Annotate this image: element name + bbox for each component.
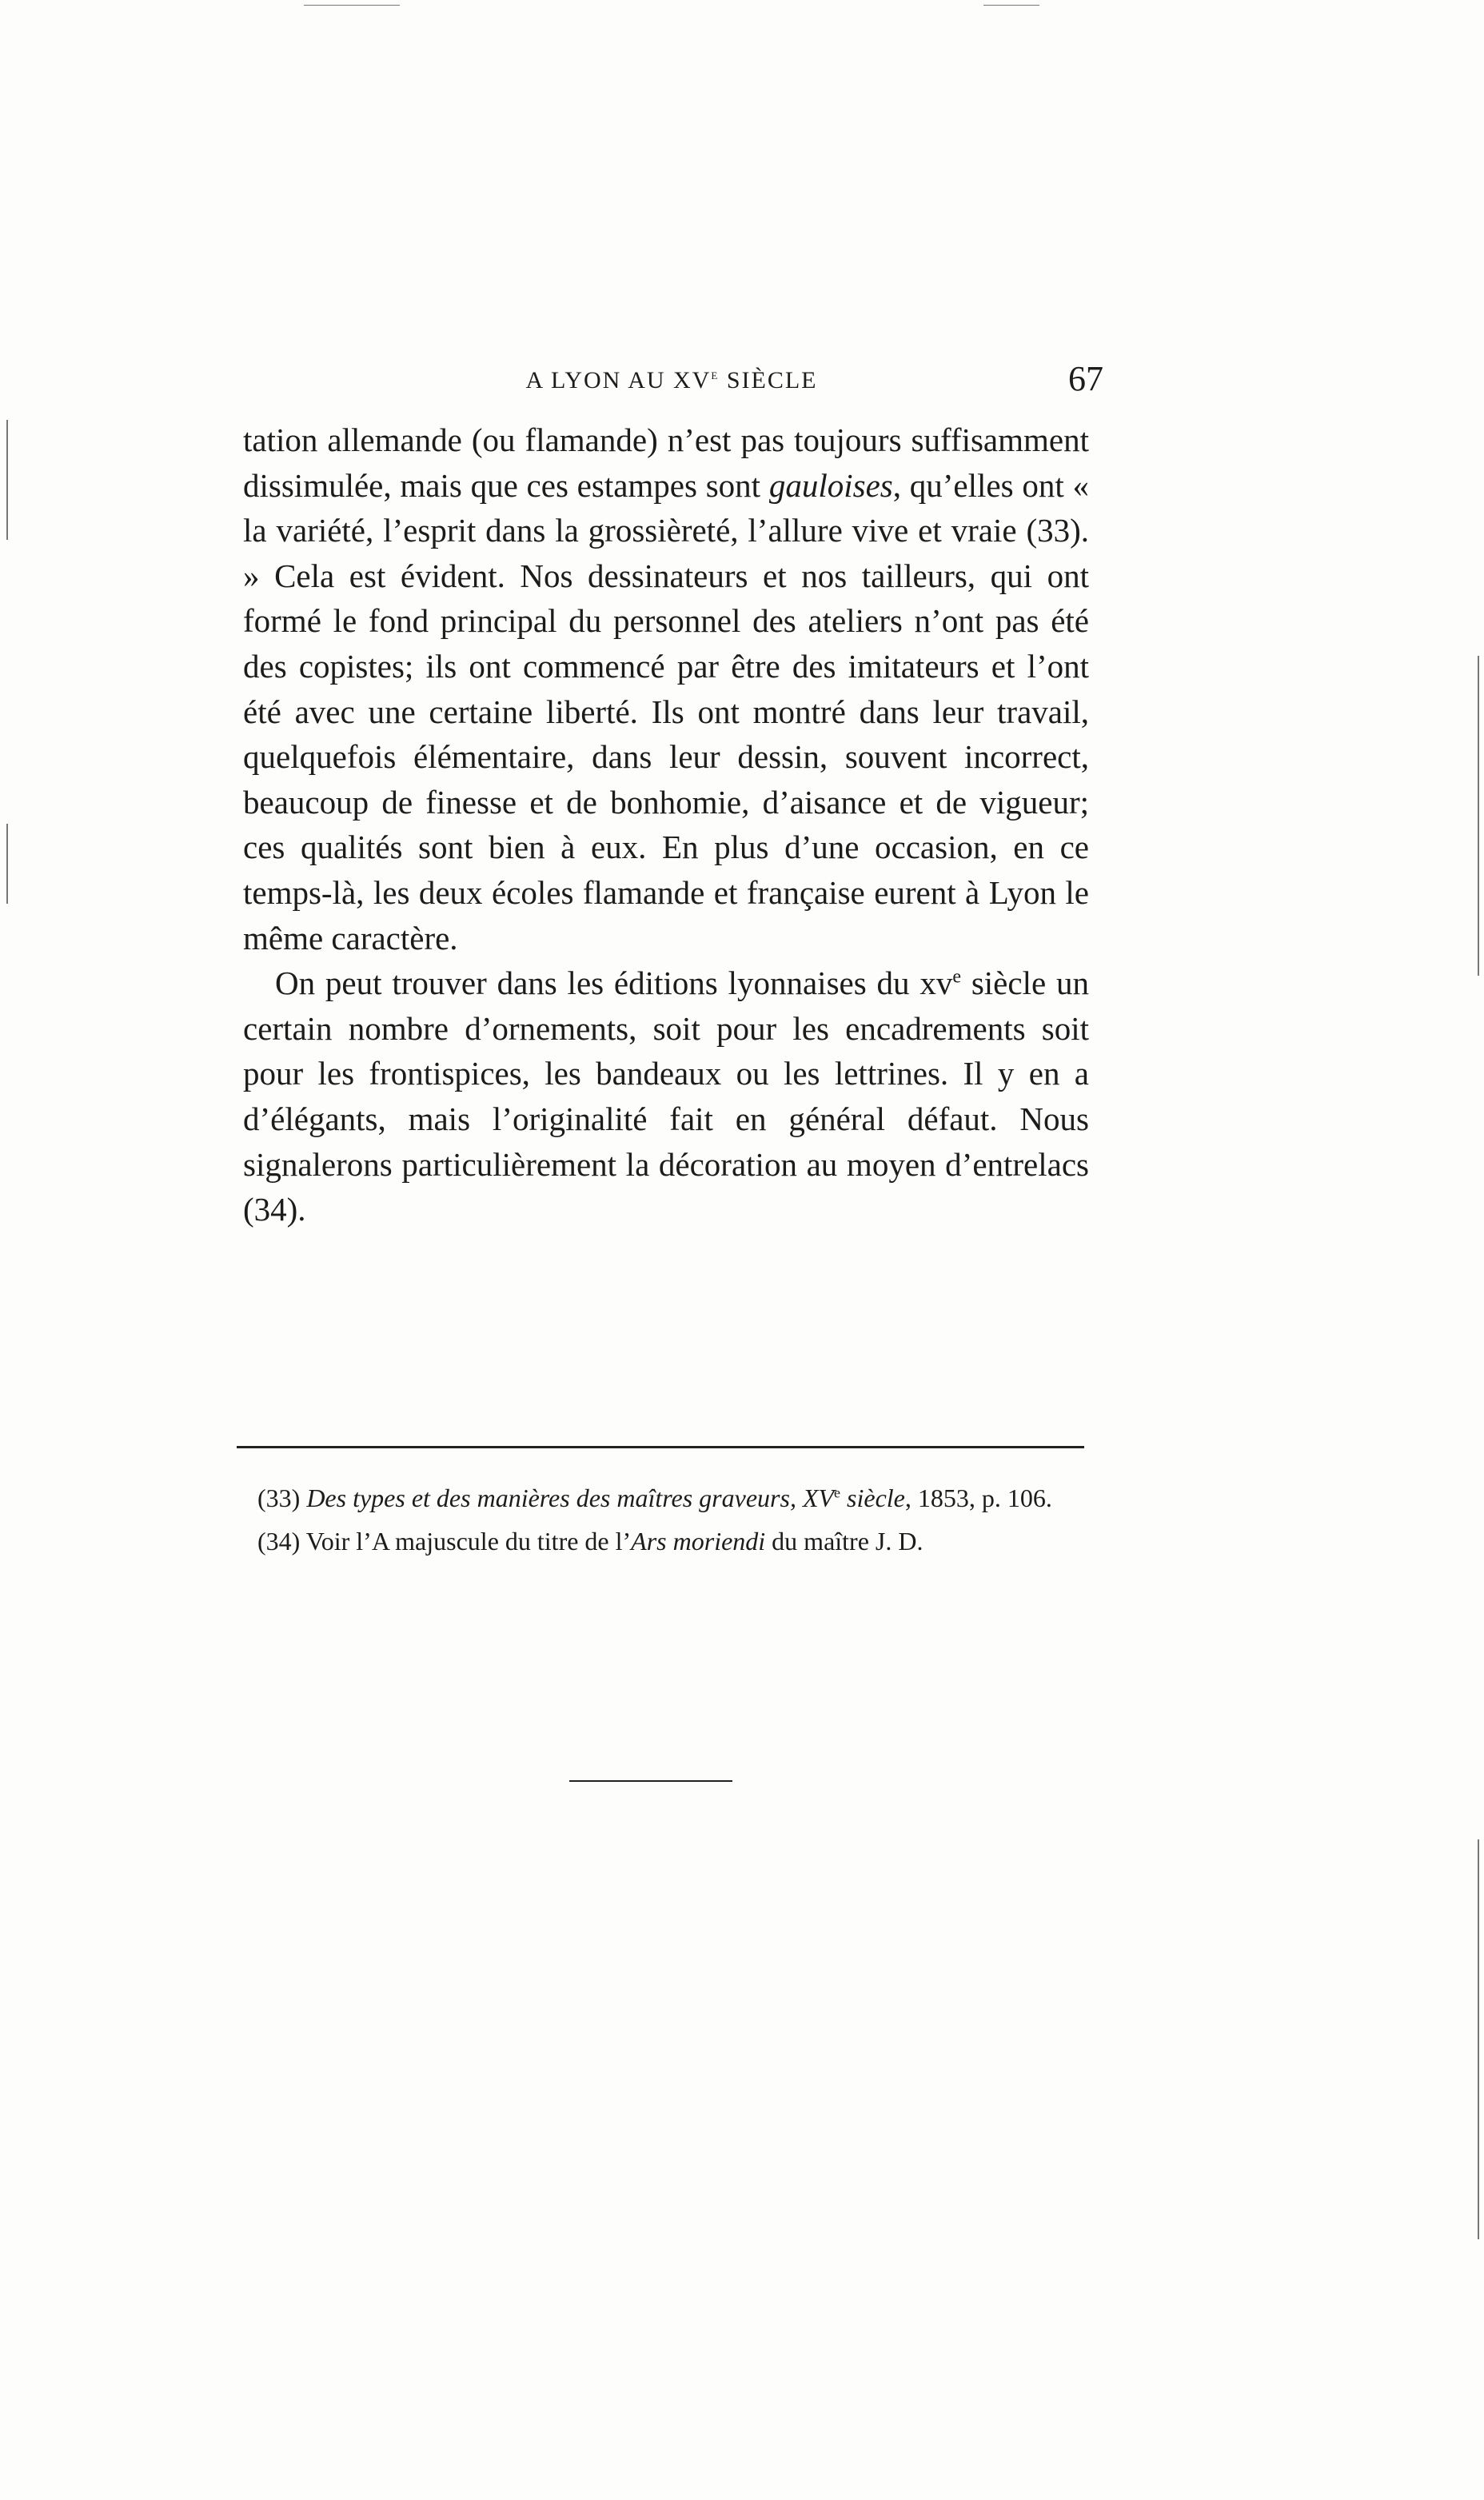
paragraph-2-text-a: On peut trouver dans les éditions lyonnaises du xv: [275, 964, 953, 1002]
paragraph-1: [243, 417, 1089, 960]
end-rule: [569, 1780, 732, 1782]
footnotes: [225, 1478, 1084, 1564]
paragraph-2: [243, 960, 1089, 1232]
footnote-34-text-b: du maître J. D.: [765, 1527, 924, 1556]
footnote-34-text-a: Voir l’A majuscule du titre de l’: [305, 1527, 632, 1556]
paragraph-2-text-b: siècle un certain nombre d’ornements, soit pour les encadrements soit pour les frontispices, les bandeaux ou les lettrines. Il y en a d’élégants, mais l’originalité fait en général défaut. Nous signalerons particulièrement la décoration au moyen d’entrelacs (34).: [243, 964, 1089, 1228]
footnote-34-italic: Ars moriendi: [631, 1527, 766, 1556]
running-head: [240, 359, 1103, 398]
running-title-suffix: SIÈCLE: [719, 367, 818, 393]
scan-edge-mark-left-2: [6, 824, 8, 904]
scan-edge-mark-left: [6, 420, 8, 540]
scan-edge-mark-top: [304, 5, 400, 6]
running-title: [526, 366, 818, 394]
paragraph-1-text-b: , qu’elles ont « la variété, l’esprit dans la grossièreté, l’allure vive et vraie (33). » Cela est évident. Nos dessinateurs et nos tailleurs, qui ont formé le fond principal du personnel des ateliers n’ont pas été des copistes; ils ont commencé par être des imitateurs et l’ont été avec une certaine liberté. Ils ont montré dans leur travail, quelquefois élémentaire, dans leur dessin, souvent incorrect, beaucoup de finesse et de bonhomie, d’aisance et de vigueur; ces qualités sont bien à eux. En plus d’une occasion, en ce temps-là, les deux écoles flamande et française eurent à Lyon le même caractère.: [243, 466, 1089, 956]
footnote-33-marker: (33): [257, 1484, 307, 1512]
footnote-34-marker: (34): [257, 1527, 306, 1556]
scan-edge-mark-top-2: [983, 5, 1039, 6]
page-number: 67: [1068, 359, 1103, 398]
footnote-33-rest: , 1853, p. 106.: [904, 1484, 1052, 1512]
footnote-34: [225, 1521, 1084, 1561]
footnote-rule: [237, 1446, 1084, 1448]
footnote-33-title-end: siècle: [840, 1484, 905, 1512]
body-text: [243, 417, 1089, 1232]
scan-edge-mark-right-2: [1478, 1839, 1479, 2239]
footnote-33-sup: e: [834, 1484, 841, 1501]
running-title-sup: e: [711, 366, 720, 382]
footnote-33: [225, 1478, 1084, 1518]
paragraph-1-italic: gauloises: [768, 466, 893, 504]
footnote-33-title: Des types et des manières des maîtres graveurs, XV: [306, 1484, 835, 1512]
paragraph-1-text-a: tation allemande (ou flamande) n’est pas toujours suffisamment dissimulée, mais que ces estampes sont: [243, 421, 1089, 504]
scan-edge-mark-right: [1478, 656, 1479, 976]
running-title-prefix: A LYON AU XV: [525, 367, 712, 393]
paragraph-2-sup: e: [952, 966, 961, 988]
